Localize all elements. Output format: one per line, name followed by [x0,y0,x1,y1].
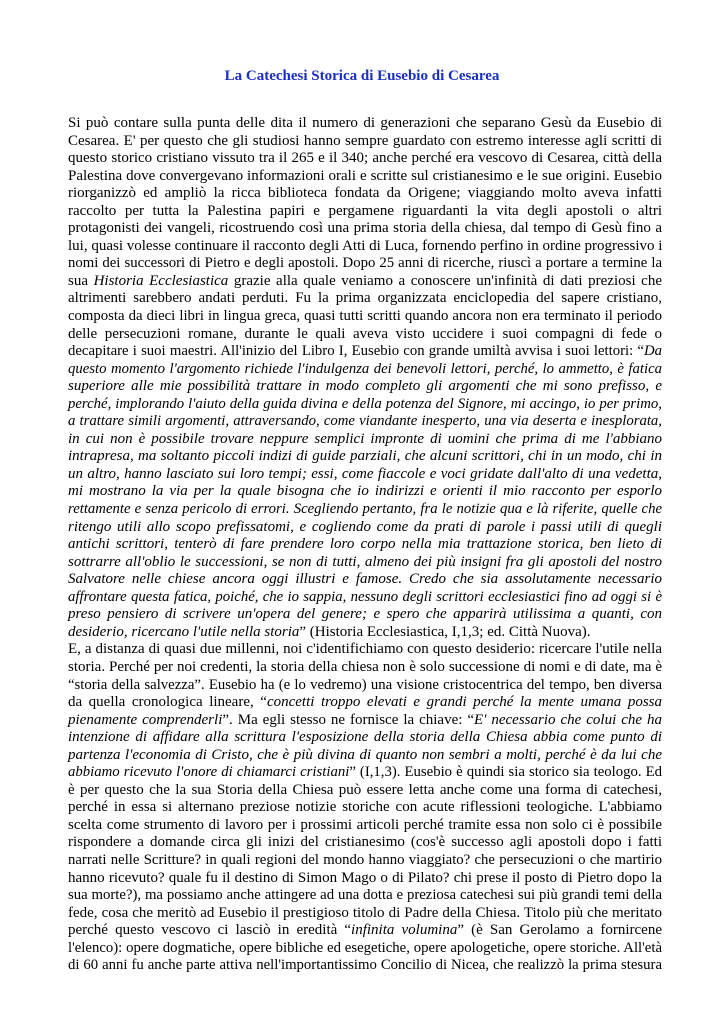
text-line [68,290,662,308]
text-line [68,431,662,449]
text-line [68,764,662,782]
text-segment: altrimenti sarebbero andati perduti. Fu la prima organizzata enciclopedia del sapere cristiano, [68,290,662,307]
italic-text-segment: Historia Ecclesiastica [93,272,229,289]
text-line [68,922,662,940]
text-line [68,677,662,695]
text-line [68,747,662,765]
text-line [68,852,662,870]
italic-text-segment: affrontare questa fatica, poiché, che io sappia, nessuno degli scrittori ecclesiastici fino ad oggi si è [68,588,662,605]
text-segment: narrati nelle Scritture? in quali regioni del mondo hanno viaggiato? che persecuzioni o che martirio [68,851,662,868]
text-segment: “storia della salvezza”. Eusebio ha (e lo vedremo) una visione cristocentrica del tempo, ben diversa [68,676,662,693]
text-line [68,554,662,572]
text-segment: ” (è San Gerolamo a fornircene [457,922,662,939]
text-line [68,220,662,238]
text-line [68,905,662,923]
text-line [68,483,662,501]
text-segment: E, a distanza di quasi due millenni, noi c'identifichiamo con questo desiderio: ricercare l'utile nella [68,641,662,658]
text-line [68,501,662,519]
italic-text-segment: ritengo utili allo scopo prefissatomi, e cogliendo come da prati di parole i passi utili di quegli [68,518,662,535]
italic-text-segment: questo momento l'argomento richiede l'indulgenza dei benevoli lettori, perché, lo ammetto, è fatica [68,360,662,377]
text-line [68,940,662,958]
text-line [68,273,662,291]
text-line [68,624,662,642]
italic-text-segment: sottrarre all'oblio le successioni, se non di tutti, almeno dei più insigni fra gli apostoli del nostro [68,553,662,570]
text-line [68,782,662,800]
text-line [68,870,662,888]
text-segment: lui, quasi volesse continuare il racconto degli Atti di Luca, fornendo perfino in ordine progressivo i [68,237,663,254]
text-line [68,203,662,221]
italic-text-segment: a trattare simili argomenti, attraversando, come viandante inesperto, una via deserta e inesplorata, [68,413,662,430]
text-line [68,817,662,835]
text-line [68,536,662,554]
text-segment: nomi dei successori di Pietro e degli apostoli. Dopo 25 anni di ricerche, riuscì a portare a termine la [68,255,662,272]
text-segment: fede, cosa che meritò ad Eusebio il prestigioso titolo di Padre della Chiesa. Titolo più che meritato [68,904,662,921]
text-line [68,834,662,852]
text-segment: composta da dieci libri in lingua greca, quasi tutti scritti quando ancora non era terminato il periodo [68,308,662,325]
text-line [68,571,662,589]
text-segment: hanno ricevuto? quale fu il destino di Simon Mago o di Pilato? chi prese il posto di Pietro dopo la [68,869,662,886]
text-line [68,413,662,431]
text-line [68,448,662,466]
text-segment: ” (I,1,3). Eusebio è quindi sia storico sia teologo. Ed [349,764,662,781]
italic-text-segment: pienamente comprenderli [68,711,223,728]
text-line [68,396,662,414]
text-line [68,641,662,659]
italic-text-segment: E' necessario che colui che ha [474,711,662,728]
text-segment: rispondere a domande circa gli inizi del cristianesimo (cos'è successo agli apostoli dopo i fatti [68,834,662,851]
text-segment: delle persecuzioni romane, durante le quali aveva visto uccidere i suoi compagni di fede o [68,325,662,342]
text-line [68,729,662,747]
text-segment: Si può contare sulla punta delle dita il numero di generazioni che separano Gesù da Eusebio di [68,115,662,131]
text-segment: l'elenco): opere dogmatiche, opere bibliche ed esegetiche, opere apologetiche, opere storiche. All'età [68,939,662,956]
italic-text-segment: abbiamo ricevuto l'onore di chiamarci cristiani [68,764,350,781]
italic-text-segment: in cui non è possibile trovare neppure semplici impronte di uomini che prima di me l'abbiano [68,430,662,447]
text-line [68,606,662,624]
text-segment: questo storico cristiano vissuto tra il 265 e il 340; anche perché era vescovo di Cesarea, città della [68,150,662,167]
text-line [68,957,662,975]
text-line [68,589,662,607]
text-segment: perché in essa si alternano preziose notizie storiche con acute riflessioni teologiche. L'abbiamo [68,799,662,816]
text-line [68,887,662,905]
text-line [68,712,662,730]
italic-text-segment: antichi scrittori, tenterò di fare prendere loro corpo nella mia trattazione storica, ben lieto di [68,536,662,553]
italic-text-segment: Da [643,343,662,360]
italic-text-segment: intrapresa, ma soltanto piccoli indizi di guide parziali, che alcuni scrittori, chi in un modo, chi in [68,448,662,465]
document-body [68,115,662,975]
text-line [68,466,662,484]
text-line [68,168,662,186]
text-segment: perché questo vescovo ci lasciò in eredità “ [68,922,352,939]
text-line [68,799,662,817]
text-segment: protagonisti dei vangeli, ricostruendo così una prima storia della chiesa, dal tempo di Gesù fino a [68,220,662,237]
text-line [68,694,662,712]
text-line [68,343,662,361]
text-segment: riorganizzò ed ampliò la ricca biblioteca fondata da Origene; viaggiando molto aveva infatti [68,185,662,202]
text-segment: ”. Ma egli stesso ne fornisce la chiave: “ [222,711,475,728]
italic-text-segment: partenza l'economia di Cristo, che è più divina di quanto non sembri a molti, perché è da lui che [68,746,662,763]
italic-text-segment: Salvatore nelle chiese ancora oggi illustri e famose. Credo che sia assolutamente necessario [68,571,662,588]
italic-text-segment: perché, implorando l'aiuto della guida divina e della potenza del Signore, mi accingo, io per primo, [68,395,662,412]
text-segment: scelta come strumento di lavoro per i prossimi articoli perché tramite essa non solo ci è possibile [68,816,662,833]
italic-text-segment: desiderio, ricercano l'utile nella storia [68,623,300,640]
italic-text-segment: rettamente e senza pericolo di errori. Scegliendo pertanto, fra le notizie qua e là riferite, quelle che [68,501,662,518]
text-line [68,133,662,151]
text-segment: di 60 anni fu anche parte attiva nell'importantissimo Concilio di Nicea, che realizzò la prima stesura [68,957,662,974]
text-segment: decapitare i suoi maestri. All'inizio del Libro I, Eusebio con grande umiltà avvisa i suoi lettori: “ [68,343,644,360]
text-line [68,238,662,256]
text-segment: sua morte?), ma possiamo anche attingere ad una dotta e preziosa catechesi sui più grandi temi della [68,887,662,904]
text-line [68,185,662,203]
text-segment: ” (Historia Ecclesiastica, I,1,3; ed. Città Nuova). [299,623,591,640]
text-line [68,326,662,344]
text-line [68,361,662,379]
document-title: La Catechesi Storica di Eusebio di Cesarea [224,68,500,84]
text-segment: è per questo che la sua Storia della Chiesa può essere letta anche come una forma di catechesi, [68,781,662,798]
text-line [68,659,662,677]
text-segment: da quella cronologica lineare, “ [68,694,267,711]
italic-text-segment: un altro, hanno lasciato sui loro tempi; essi, come fiaccole e voci gridate dall'alto di una vedetta, [68,465,662,482]
text-segment: sua [68,272,94,289]
text-segment: storia. Perché per noi credenti, la storia della chiesa non è solo successione di nomi e di date, ma è [68,658,662,675]
text-segment: raccolto per tutta la Palestina papiri e pergamene riguardanti la vita degli apostoli o altri [68,202,662,219]
text-line [68,378,662,396]
italic-text-segment: mi mostrano la via per la quale bisogna che io indirizzi e orienti il mio racconto per esporlo [68,483,662,500]
text-line [68,115,662,133]
italic-text-segment: preso pensiero di scrivere un'opera del genere; e spero che apparirà utilissima a quanti, con [68,606,662,623]
italic-text-segment: superiore alle mie possibilità trattare in modo completo gli argomenti che mi sono prefisso, e [68,378,662,395]
text-line [68,150,662,168]
text-segment: Palestina dove convergevano informazioni orali e scritte sul cristianesimo e le sue origini. Eusebio [68,167,662,184]
text-segment: grazie alla quale veniamo a conoscere un'infinità di dati preziosi che [228,272,662,289]
italic-text-segment: intenzione di affidare alla scrittura l'esposizione della storia della Chiesa abbia come punto di [68,729,662,746]
italic-text-segment: concetti troppo elevati e grandi perché la mente umana possa [266,694,662,711]
italic-text-segment: infinita volumina [351,922,458,939]
text-line [68,308,662,326]
text-line [68,519,662,537]
text-segment: Cesarea. E' per questo che gli studiosi hanno sempre guardato con estremo interesse agli scritti di [68,132,662,149]
text-line [68,255,662,273]
